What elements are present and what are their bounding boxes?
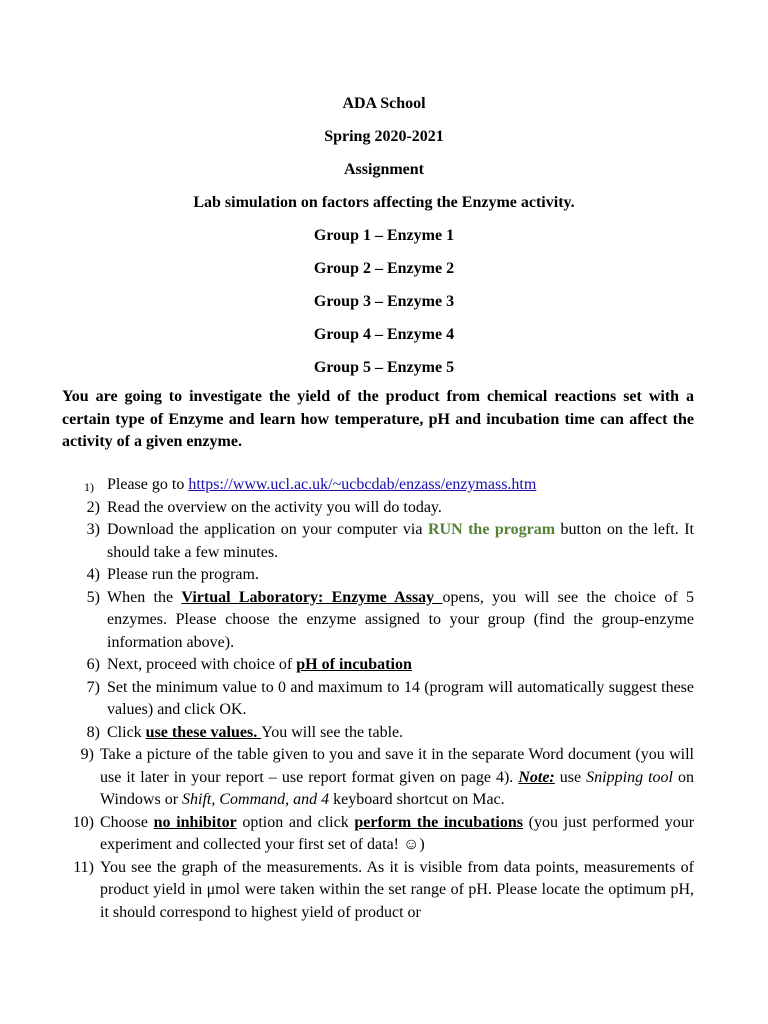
step-number: 4) (86, 566, 100, 583)
step-text-end: (you just performed your experiment and collected your first set of data! ☺) (100, 813, 695, 853)
mac-shortcut-label: Shift, Command, and 4 (182, 791, 330, 808)
step-text: Click (107, 723, 146, 741)
step-text: Please go to (107, 476, 189, 493)
step-number: 9) (80, 746, 94, 763)
step-number: 3) (86, 521, 100, 538)
step-text-end: button on the left. It should take a few minutes. (107, 521, 694, 561)
step-text-end: keyboard shortcut on Mac. (329, 791, 505, 808)
step-number: 10) (72, 813, 94, 831)
group-line-5: Group 5 – Enzyme 5 (313, 359, 455, 376)
no-inhibitor-label: no inhibitor (153, 813, 237, 831)
step-text-end: opens, you will see the choice of 5 enzymes. Please choose the enzyme assigned to your group (find the group-enzyme information above). (107, 588, 694, 651)
step-number: 5) (86, 588, 100, 606)
step-number: 7) (86, 678, 100, 696)
step-text: Please run the program. (107, 566, 259, 583)
doc-type: Assignment (343, 161, 424, 178)
step-text-end: You will see the table. (261, 723, 404, 741)
step-text-mid: option and click (236, 813, 355, 831)
doc-title: Lab simulation on factors affecting the Enzyme activity. (193, 194, 575, 211)
snipping-tool-label: Snipping tool (586, 768, 673, 786)
step-text: Take a picture of the table given to you and save it in the separate Word document (you will use it later in your report – use report format given on page 4). (100, 746, 694, 786)
step-number: 8) (86, 723, 100, 741)
step-text-mid2: on Windows or (100, 768, 695, 808)
step-text: Download the application on your computer via (107, 521, 428, 538)
ph-incubation-label: pH of incubation (296, 656, 412, 673)
run-program-label: RUN the program (427, 521, 556, 538)
note-label: Note: (518, 768, 555, 786)
step-text-mid: use (554, 768, 587, 786)
enzymass-link[interactable]: https://www.ucl.ac.uk/~ucbcdab/enzass/enzymass.htm (188, 476, 537, 493)
group-line-3: Group 3 – Enzyme 3 (313, 293, 455, 310)
step-number: 11) (73, 858, 94, 876)
group-line-4: Group 4 – Enzyme 4 (313, 326, 455, 343)
step-text: Set the minimum value to 0 and maximum to 14 (program will automatically suggest these values) and click OK. (107, 678, 694, 718)
intro-paragraph: You are going to investigate the yield of the product from chemical reactions set with a certain type of Enzyme and learn how temperature, pH and incubation time can affect the activity of a given enzyme. (62, 388, 694, 450)
step-number: 6) (86, 656, 100, 673)
step-text: When the (107, 588, 182, 606)
step-number: 2) (86, 498, 100, 516)
perform-incubations-label: perform the incubations (354, 813, 524, 831)
school-name: ADA School (342, 95, 426, 112)
use-values-label: use these values. (145, 723, 262, 741)
step-text: Next, proceed with choice of (107, 656, 297, 673)
virtual-lab-label: Virtual Laboratory: Enzyme Assay (181, 588, 443, 606)
group-line-2: Group 2 – Enzyme 2 (313, 260, 455, 277)
group-line-1: Group 1 – Enzyme 1 (313, 227, 455, 244)
step-text: Choose (100, 813, 154, 831)
step-text: You see the graph of the measurements. As it is visible from data points, measurements of product yield in μmol were taken within the set range of pH. Please locate the optimum pH, it should correspond to highest yield of product or (100, 858, 694, 921)
term: Spring 2020-2021 (324, 128, 444, 145)
step-number: 1) (84, 480, 94, 494)
step-text: Read the overview on the activity you will do today. (107, 498, 442, 516)
